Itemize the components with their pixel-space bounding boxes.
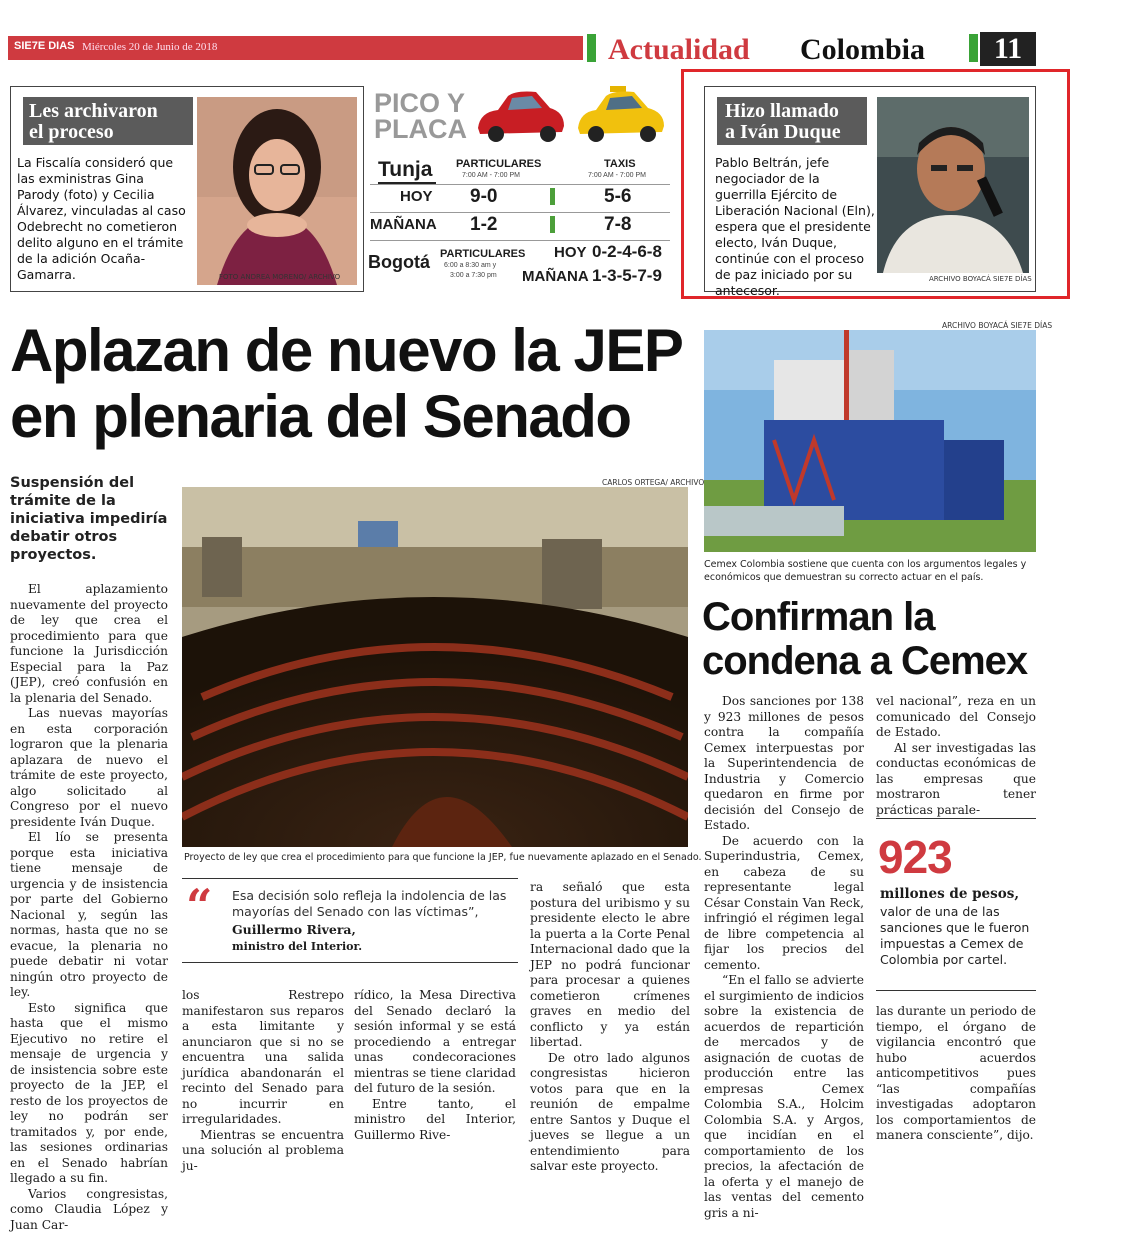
paragraph: El lío se presenta porque esta iniciativa tiene mensaje de urgencia y de insistencia por parte del Gobierno Nacional y, según las normas, hasta que no se evacue, la plenaria no puede debatir ni votar ningún otro proyecto de ley.	[10, 830, 168, 1001]
main-col-4	[530, 880, 690, 1175]
main-col-2	[182, 988, 344, 1174]
tunja-taxis-hours: 7:00 AM - 7:00 PM	[588, 172, 646, 179]
city-tunja: Tunja	[378, 158, 436, 184]
quote-mark-icon: “	[186, 883, 212, 929]
divider	[370, 212, 670, 213]
photo-credit: FOTO ANDREA MORENO/ ARCHIVO	[219, 273, 340, 281]
paragraph: Entre tanto, el ministro del Interior, Guillermo Rive-	[354, 1097, 516, 1144]
paragraph: Varios congresistas, como Claudia López y Juan Car-	[10, 1187, 168, 1233]
paragraph: Mientras se encuentra una solución al problema ju-	[182, 1128, 344, 1175]
tunja-manana-label: MAÑANA	[370, 216, 437, 233]
portrait-photo	[877, 97, 1029, 273]
highlight-number: 923	[878, 830, 952, 884]
main-col-3	[354, 988, 516, 1143]
cemex-col-2-bottom	[876, 1004, 1036, 1144]
bogota-hoy-digits: 0-2-4-6-8	[592, 242, 662, 262]
highlight-rule	[876, 990, 1036, 991]
quote-text: Esa decisión solo refleja la indolencia de las mayorías del Senado con las víctimas”,	[232, 888, 517, 920]
bogota-particulares-label: PARTICULARES	[440, 248, 525, 260]
brief-text: La Fiscalía consideró que las exministras Gina Parody (foto) y Cecilia Álvarez, vinculadas al caso Odebrecht no cometieron delito alguno en el trámite de la adición Ocaña-Gamarra.	[17, 155, 189, 283]
tunja-particulares-hours: 7:00 AM - 7:00 PM	[462, 172, 520, 179]
paragraph: De otro lado algunos congresistas hicieron votos para que en la reunión de empalme entre Santos y Duque el jueves se llegue a un entendimiento para salvar este proyecto.	[530, 1051, 690, 1175]
brief-text: Pablo Beltrán, jefe negociador de la guerrilla Ejército de Liberación Nacional (Eln), espera que el presidente electo, Iván Duque, continúe con el proceso de paz iniciado por su antecesor.	[715, 155, 875, 299]
green-marker	[550, 216, 555, 233]
headline-line: Aplazan de nuevo la JEP	[10, 318, 682, 384]
red-car-icon	[472, 88, 568, 144]
page-marker	[969, 34, 978, 62]
quote-rule	[182, 962, 518, 963]
highlight-label: millones de pesos,	[880, 886, 1019, 902]
brand-name: SIE7E DIAS	[14, 40, 75, 52]
photo-credit: ARCHIVO BOYACÁ SIE7E DÍAS	[929, 275, 1032, 283]
bogota-manana-label: MAÑANA	[522, 268, 589, 285]
photo-credit: CARLOS ORTEGA/ ARCHIVO	[602, 478, 704, 487]
tunja-taxis-label: TAXIS	[604, 158, 636, 170]
main-subhead: Suspensión del trámite de la iniciativa impediría debatir otros proyectos.	[10, 474, 170, 564]
main-col-1	[10, 582, 168, 1233]
quote-author: Guillermo Rivera,	[232, 922, 356, 937]
highlight-rule	[876, 818, 1036, 819]
paragraph: rídico, la Mesa Directiva del Senado declaró la sesión informal y se está procediendo a entregar unas condecoraciones mientras se tiene claridad del futuro de la sesión.	[354, 988, 516, 1097]
section-subtitle: Colombia	[800, 33, 925, 67]
paragraph: vel nacional”, reza en un comunicado del Consejo de Estado.	[876, 694, 1036, 741]
paragraph: ra señaló que esta postura del uribismo y su presidente electo le abre la puerta a la Corte Penal Internacional dado que la JEP no podrá funcionar para procesar a quienes cometieron crímenes graves en medio del conflicto y ya están libertad.	[530, 880, 690, 1051]
brief-duque	[704, 86, 1036, 292]
divider	[370, 240, 670, 241]
pico-placa-title-line: PICO Y	[374, 90, 467, 116]
pico-placa-title-line: PLACA	[374, 116, 467, 142]
brief-title-line: a Iván Duque	[725, 122, 867, 143]
brief-title-line: Hizo llamado	[725, 101, 867, 122]
paragraph: El aplazamiento nuevamente del proyecto de ley que crea el procedimiento para que funcione la Jurisdicción Especial para la Paz (JEP), creó confusión en la plenaria del Senado.	[10, 582, 168, 706]
issue-date: Miércoles 20 de Junio de 2018	[82, 41, 217, 53]
paragraph: Al ser investigadas las conductas económicas de las empresas que mostraron tener prácticas parale-	[876, 741, 1036, 819]
paragraph: Las nuevas mayorías en esta corporación lograron que la plenaria aplazara de nuevo el trámite de este proyecto, algo solicitado al Congreso por el nuevo presidente Iván Duque.	[10, 706, 168, 830]
cemex-col-1	[704, 694, 864, 1221]
tunja-manana-taxis: 7-8	[604, 214, 631, 236]
brief-title-line: el proceso	[29, 122, 193, 143]
cemex-col-2	[876, 694, 1036, 818]
bogota-hours: 3:00 a 7:30 pm	[450, 272, 497, 279]
cemex-photo-caption: Cemex Colombia sostiene que cuenta con los argumentos legales y económicos que demuestran su correcto actuar en el país.	[704, 558, 1034, 584]
headline-line: condena a Cemex	[702, 639, 1027, 683]
portrait-photo	[197, 97, 357, 285]
tunja-manana-particulares: 1-2	[470, 214, 497, 236]
cemex-headline	[702, 595, 1027, 683]
green-marker	[550, 188, 555, 205]
tunja-hoy-particulares: 9-0	[470, 186, 497, 208]
main-headline	[10, 318, 682, 450]
divider	[370, 184, 670, 185]
bogota-hoy-label: HOY	[554, 244, 587, 261]
paragraph: Esto significa que hasta que el mismo Ejecutivo no retire el mensaje de urgencia y de insistencia sobre este proyecto de la JEP, el resto de los proyectos de ley no podrán ser tramitados y, por ende, las sesiones ordinarias en el Senado habrían llegado a su fin.	[10, 1001, 168, 1187]
city-bogota: Bogotá	[368, 252, 430, 273]
section-title: Actualidad	[608, 33, 750, 67]
tunja-hoy-taxis: 5-6	[604, 186, 631, 208]
brief-title	[717, 97, 867, 145]
paragraph: las durante un periodo de tiempo, el órgano de vigilancia encontró que hubo acuerdos anticompetitivos pues “las compañías investigadas adoptaron los comportamientos de manera consciente”, dijo.	[876, 1004, 1036, 1144]
paragraph: De acuerdo con la Superindustria, Cemex, en cabeza de su representante legal César Constain Van Reck, infringió el régimen legal de libre competencia al fijar los precios del cemento.	[704, 834, 864, 974]
tunja-particulares-label: PARTICULARES	[456, 158, 541, 170]
quote-rule	[182, 878, 518, 879]
brief-title	[23, 97, 193, 145]
quote-role: ministro del Interior.	[232, 940, 362, 953]
page-number: 11	[980, 32, 1036, 66]
section-marker	[587, 34, 596, 62]
senate-photo	[182, 487, 688, 847]
paragraph: los Restrepo manifestaron sus reparos a esta limitante y anunciaron que si no se encuentra una salida jurídica abandonarán el recinto del Senado para no incurrir en irregularidades.	[182, 988, 344, 1128]
bogota-manana-digits: 1-3-5-7-9	[592, 266, 662, 286]
paragraph: “En el fallo se advierte el surgimiento de indicios sobre la existencia de acuerdos de repartición de mercados y de asignación de cuotas de producción entre las empresas Cemex Colombia S.A., Holcim Colombia S.A. y Argos, que incidían en el comportamiento de los precios, la afectación de la oferta y el manejo de las ventas del cemento gris a ni-	[704, 973, 864, 1221]
headline-line: Confirman la	[702, 595, 1027, 639]
cemex-plant-photo	[704, 330, 1036, 552]
highlight-text: valor de una de las sanciones que le fueron impuestas a Cemex de Colombia por cartel.	[880, 904, 1030, 968]
bogota-hours: 6:00 a 8:30 am y	[444, 262, 496, 269]
headline-line: en plenaria del Senado	[10, 384, 682, 450]
brief-title-line: Les archivaron	[29, 101, 193, 122]
brief-archivaron	[10, 86, 364, 292]
tunja-hoy-label: HOY	[400, 188, 433, 205]
main-photo-caption: Proyecto de ley que crea el procedimiento para que funcione la JEP, fue nuevamente aplazado en el Senado.	[184, 851, 702, 864]
photo-credit: ARCHIVO BOYACÁ SIE7E DÍAS	[942, 321, 1052, 330]
paragraph: Dos sanciones por 138 y 923 millones de pesos contra la compañía Cemex interpuestas por la Superintendencia de Industria y Comercio quedaron en firme por decisión del Consejo de Estado.	[704, 694, 864, 834]
pico-placa-box	[366, 86, 674, 290]
taxi-icon	[572, 86, 668, 144]
pico-placa-title	[374, 90, 467, 142]
